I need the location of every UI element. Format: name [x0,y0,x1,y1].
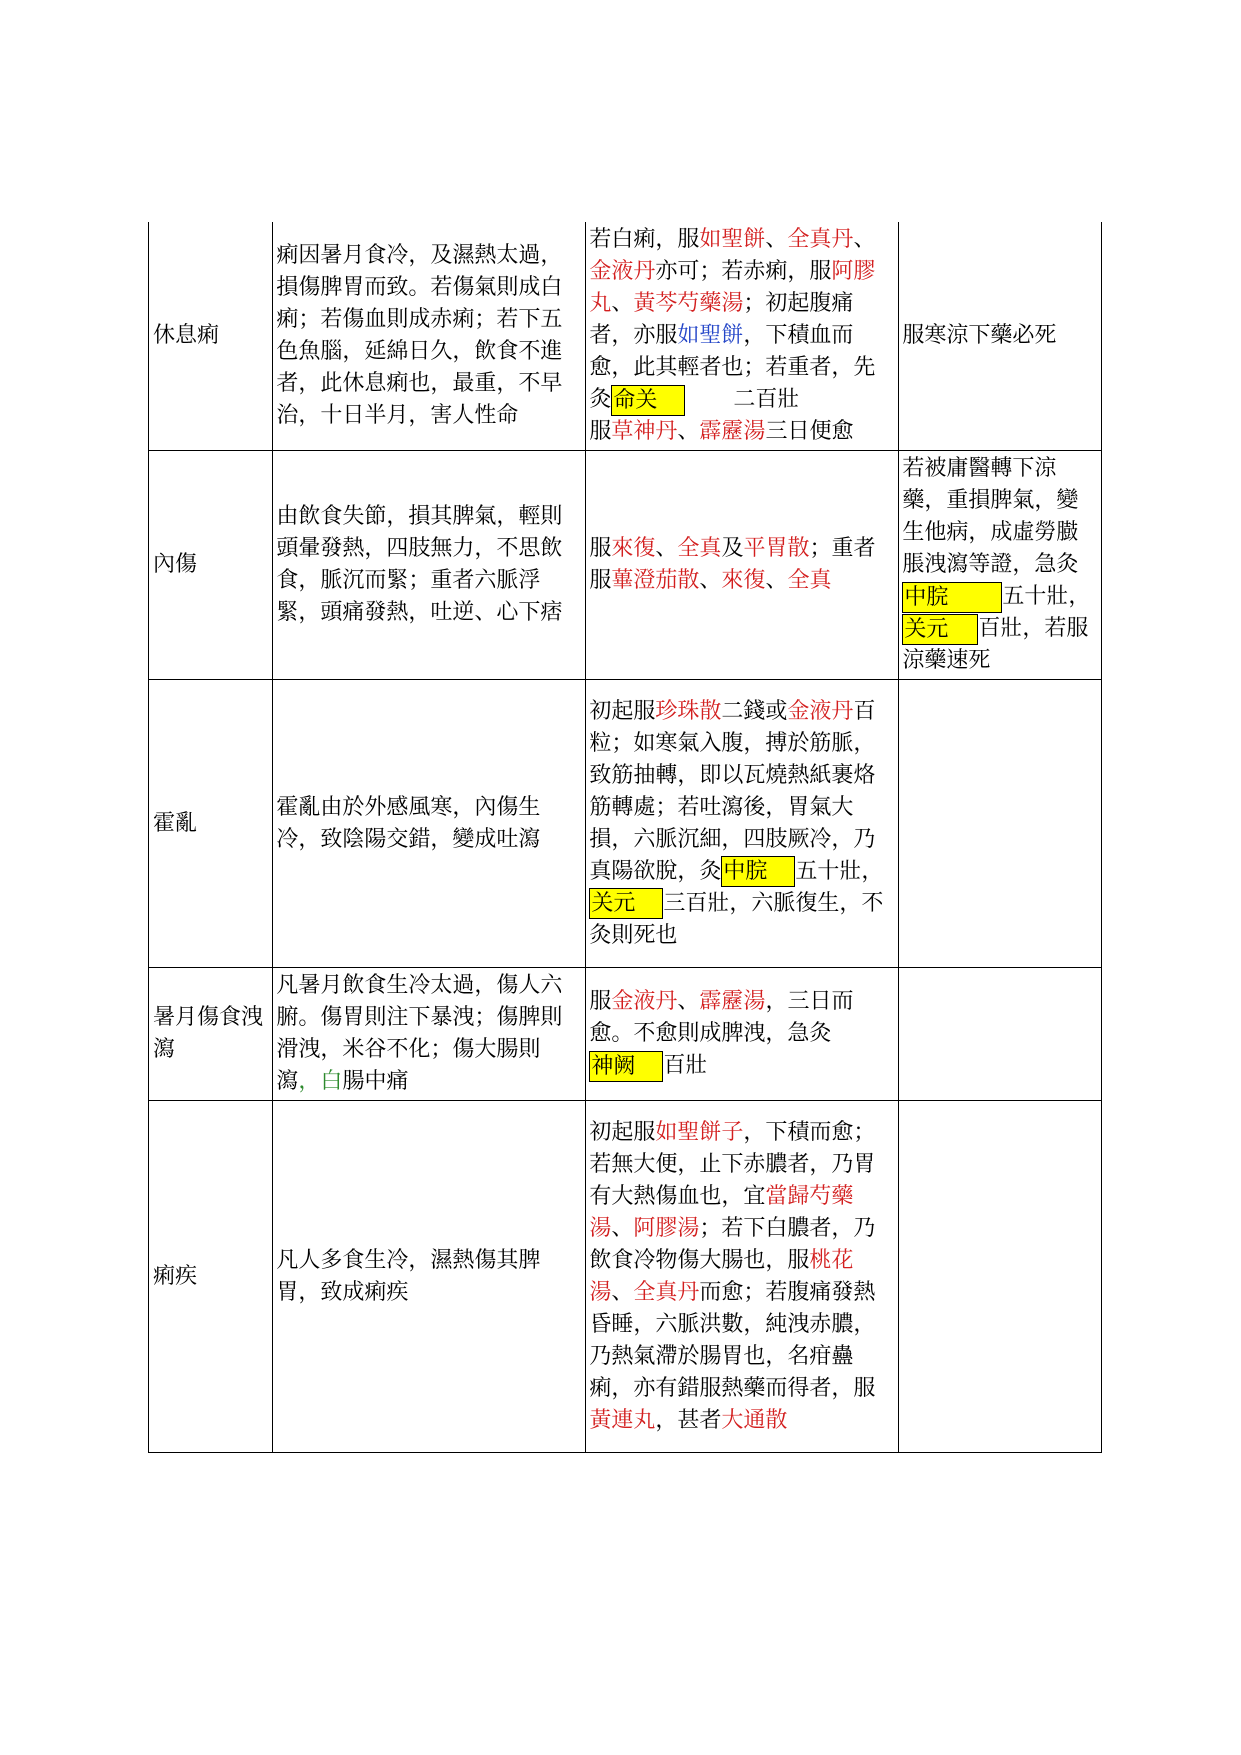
disease-treatment [586,222,899,451]
disease-cause: 霍亂由於外感風寒，內傷生冷，致陰陽交錯，變成吐瀉 [273,680,586,968]
text-run: 、 [677,989,700,1014]
disease-table [148,222,1102,1453]
text-run: ， [298,1069,321,1094]
text-run: 服 [589,419,612,444]
remedy-name: 如聖餅 [677,323,744,348]
disease-name: 休息痢 [149,222,273,451]
disease-treatment [586,968,899,1101]
disease-cause: 由飲食失節，損其脾氣，輕則頭暈發熱，四肢無力，不思飲食，脈沉而緊；重者六脈浮緊，頭痛發熱，吐逆、心下痞 [273,451,586,680]
disease-cause [273,968,586,1101]
remedy-name: 全真丹 [633,1279,700,1305]
disease-name: 暑月傷食洩瀉 [149,968,273,1101]
remedy-name: 霹靂湯 [699,419,766,444]
text-run: ，下積血而愈，此其輕者也；若重者，先灸 [589,323,876,412]
remedy-name: 金液丹 [611,989,678,1014]
disease-note [899,968,1102,1101]
disease-name: 霍亂 [149,680,273,968]
remedy-name: 阿膠湯 [633,1215,700,1241]
text-run: 、 [655,536,678,561]
text-run: 腸中痛 [342,1069,409,1094]
remedy-name: 黃連丸 [589,1407,656,1433]
text-run: 二錢或 [721,698,788,724]
acupoint-highlight: 关元 [902,614,978,645]
remedy-name: 桃花湯 [589,1247,854,1305]
remedy-name: 全真 [677,536,722,561]
text-run: 、 [853,227,876,252]
remedy-name: 如聖餅 [699,227,766,252]
disease-note [899,680,1102,968]
text-run: 、 [699,568,722,593]
remedy-name: 珍珠散 [655,698,722,724]
remedy-name: 全真 [787,568,832,593]
text-run: 亦可；若赤痢，服 [655,259,832,284]
text-run: 服 [589,536,612,561]
text-run: 若被庸醫轉下涼藥，重損脾氣，變生他病，成虛勞臌脹洩瀉等證，急灸 [902,456,1079,577]
table-row [149,1101,1102,1453]
text-run: 、 [765,227,788,252]
acupoint-highlight: 神阙 [589,1051,663,1082]
text-run: ；若下白膿者，乃飲食冷物傷大腸也，服 [589,1215,876,1273]
text-run: 百粒；如寒氣入腹，搏於筋脈，致筋抽轉，即以瓦燒熱紙裹烙筋轉處；若吐瀉後，胃氣大損，六脈沉細，四肢厥冷，乃真陽欲脫，灸 [589,698,876,884]
disease-name: 內傷 [149,451,273,680]
text-run: 五十壯， [1002,584,1091,609]
text-run: 百壯 [663,1053,708,1078]
remedy-name: 平胃散 [743,536,810,561]
text-run: 、 [677,419,700,444]
disease-note: 服寒涼下藥必死 [899,222,1102,451]
disease-treatment [586,451,899,680]
disease-cause: 凡人多食生冷，濕熱傷其脾胃，致成痢疾 [273,1101,586,1453]
acupoint-highlight: 命关 [611,385,685,416]
text-run: 、 [765,568,788,593]
remedy-name: 如聖餅子 [655,1119,744,1145]
text-run: ；初起腹痛者，亦服 [589,291,854,348]
acupoint-highlight: 关元 [589,888,663,919]
text-run: 若白痢，服 [589,227,700,252]
remedy-name: 來復 [721,568,766,593]
remedy-name: 蓽澄茄散 [611,568,700,593]
text-run: 、 [611,1279,634,1305]
disease-treatment [586,1101,899,1453]
text-run: ，下積而愈；若無大便，止下赤膿者，乃胃有大熱傷血也，宜 [589,1119,876,1209]
text-run: 三百壯，六脈復生，不灸則死也 [589,890,884,948]
remedy-name: 全真丹 [787,227,854,252]
disease-treatment [586,680,899,968]
acupoint-highlight: 中脘 [902,582,1002,613]
remedy-name: 草神丹 [611,419,678,444]
remedy-name: 霹靂湯 [699,989,766,1014]
table-row [149,451,1102,680]
remedy-name: 金液丹 [787,698,854,724]
remedy-name: 當歸芍藥湯 [589,1183,854,1241]
text-run: 五十壯， [795,858,884,884]
remedy-name: 大通散 [721,1407,788,1433]
text-run: 及 [721,536,744,561]
text-run: 、 [611,291,634,316]
text-run: 而愈；若腹痛發熱昏睡，六脈洪數，純洩赤膿，乃熱氣滯於腸胃也，名疳蠱痢，亦有錯服熱藥而得者，服 [589,1279,876,1401]
text-run: 百壯，若服涼藥速死 [902,616,1089,673]
disease-cause: 痢因暑月食冷，及濕熱太過，損傷脾胃而致。若傷氣則成白痢；若傷血則成赤痢；若下五色魚腦，延綿日久，飲食不進者，此休息痢也，最重，不早治，十日半月，害人性命 [273,222,586,451]
table-row [149,222,1102,451]
text-run: 初起服 [589,1119,656,1145]
text-run: ；重者服 [589,536,876,593]
text-run: 三日便愈 [765,419,854,444]
disease-name: 痢疾 [149,1101,273,1453]
disease-note [899,1101,1102,1453]
text-run: 初起服 [589,698,656,724]
text-run: 白 [320,1069,343,1094]
text-run: 二百壯 [733,387,800,412]
text-run: ，三日而愈。不愈則成脾洩，急灸 [589,989,854,1046]
text-run: 服 [589,989,612,1014]
remedy-name: 黃芩芍藥湯 [633,291,744,316]
text-run: ，甚者 [655,1407,722,1433]
text-run: 、 [611,1215,634,1241]
table-row [149,968,1102,1101]
table-row [149,680,1102,968]
remedy-name: 來復 [611,536,656,561]
acupoint-highlight: 中脘 [721,856,795,887]
disease-note [899,451,1102,680]
remedy-name: 金液丹 [589,259,656,284]
text-run: 凡暑月飲食生冷太過，傷人六腑。傷胃則注下暴洩；傷脾則滑洩，米谷不化；傷大腸則瀉 [276,973,563,1094]
remedy-name: 阿膠丸 [589,259,876,316]
